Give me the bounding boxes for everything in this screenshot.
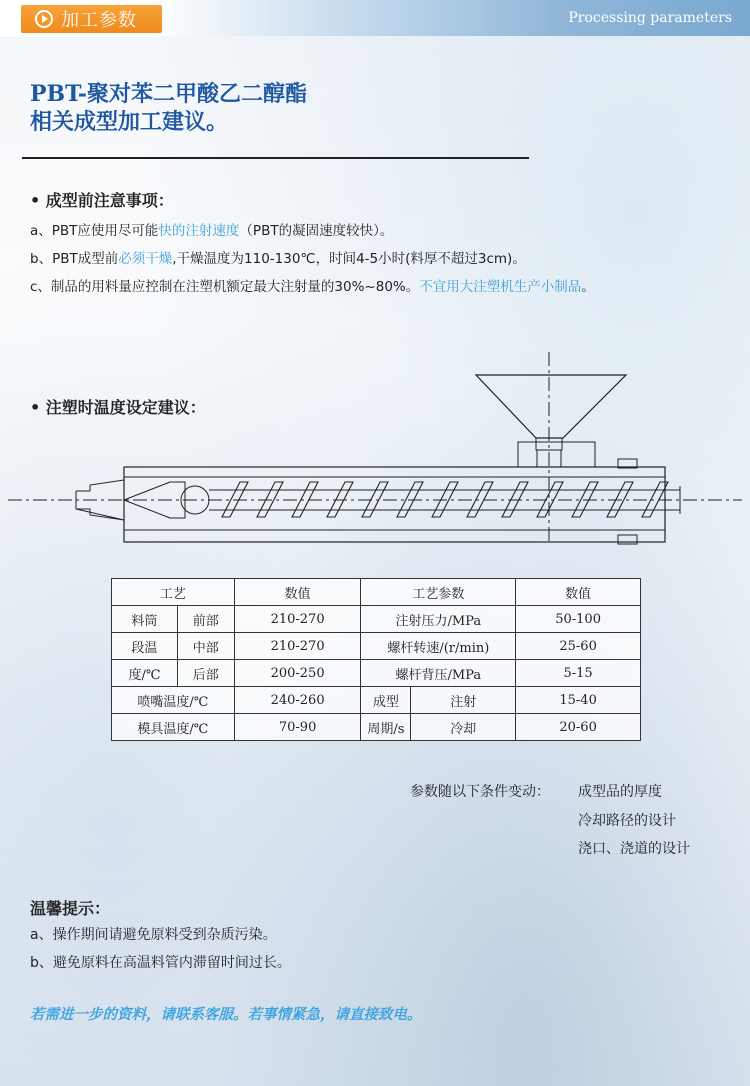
table-cell: 20-60 (516, 714, 641, 741)
table-row (112, 714, 641, 741)
temperature-heading: • 注塑时温度设定建议： (30, 398, 206, 417)
note-b-suffix: ,干燥温度为110-130℃，时间4-5小时(料厚不超过3cm)。 (172, 251, 526, 267)
table-cell: 50-100 (516, 606, 641, 633)
note-c (30, 275, 595, 295)
table-cell: 模具温度/℃ (112, 714, 235, 741)
table-cell: 210-270 (234, 606, 361, 633)
note-a-highlight: 快的注射速度 (158, 223, 240, 239)
note-c-text: c、制品的用料量应控制在注塑机额定最大注射量的30%~80%。 (30, 279, 420, 295)
table-cell: 25-60 (516, 633, 641, 660)
condition-item: 浇口、浇道的设计 (578, 841, 690, 857)
table-cell: 240-260 (234, 687, 361, 714)
note-b-highlight: 必须干燥 (118, 251, 173, 267)
header-cell: 工艺参数 (361, 579, 516, 606)
play-circle-icon (35, 10, 53, 28)
header-cell: 数值 (234, 579, 361, 606)
contact-note: 若需进一步的资料，请联系客服。若事情紧急，请直接致电。 (30, 1007, 422, 1023)
note-c-highlight: 不宜用大注塑机生产小制品 (419, 279, 582, 295)
table-row (112, 660, 641, 687)
header-cell: 工艺 (112, 579, 235, 606)
tips-heading: 温馨提示： (30, 899, 111, 918)
table-cell: 喷嘴温度/℃ (112, 687, 235, 714)
table-cell: 段温 (112, 633, 178, 660)
note-b (30, 247, 526, 267)
process-parameter-table (111, 578, 641, 741)
tip-b: b、避免原料在高温料管内滞留时间过长。 (30, 955, 291, 971)
note-a-text: a、PBT应使用尽可能 (30, 223, 159, 239)
note-a (30, 219, 393, 239)
condition-item: 成型品的厚度 (578, 784, 662, 800)
table-cell: 冷却 (411, 714, 516, 741)
table-cell: 后部 (177, 660, 234, 687)
table-cell: 15-40 (516, 687, 641, 714)
table-cell: 螺杆背压/MPa (361, 660, 516, 687)
table-cell: 5-15 (516, 660, 641, 687)
title-divider (22, 157, 529, 159)
table-cell: 210-270 (234, 633, 361, 660)
table-cell: 周期/s (361, 714, 411, 741)
note-c-suffix: 。 (581, 279, 595, 295)
pre-molding-heading: • 成型前注意事项： (30, 191, 174, 210)
table-cell: 料筒 (112, 606, 178, 633)
table-cell: 螺杆转速/(r/min) (361, 633, 516, 660)
header-cell: 数值 (516, 579, 641, 606)
table-row (112, 687, 641, 714)
table-cell: 70-90 (234, 714, 361, 741)
english-section-title: Processing parameters (568, 10, 732, 26)
note-b-text: b、PBT成型前 (30, 251, 119, 267)
table-cell: 注射压力/MPa (361, 606, 516, 633)
table-row (112, 606, 641, 633)
header-bar (0, 0, 750, 36)
page-title (30, 80, 307, 136)
table-cell: 200-250 (234, 660, 361, 687)
section-tab (21, 5, 162, 33)
table-cell: 度/℃ (112, 660, 178, 687)
table-cell: 前部 (177, 606, 234, 633)
condition-item: 冷却路径的设计 (578, 813, 676, 829)
table-cell: 注射 (411, 687, 516, 714)
table-row (112, 633, 641, 660)
conditions-label: 参数随以下条件变动： (410, 784, 550, 800)
title-line-2: 相关成型加工建议。 (30, 109, 229, 135)
section-tab-label: 加工参数 (61, 10, 137, 31)
table-header-row (112, 579, 641, 606)
table-cell: 中部 (177, 633, 234, 660)
injection-screw-diagram (0, 350, 750, 550)
title-line-1: PBT-聚对苯二甲酸乙二醇酯 (30, 81, 307, 107)
tip-a: a、操作期间请避免原料受到杂质污染。 (30, 927, 277, 943)
table-cell: 成型 (361, 687, 411, 714)
note-a-suffix: （PBT的凝固速度较快）。 (239, 223, 394, 239)
